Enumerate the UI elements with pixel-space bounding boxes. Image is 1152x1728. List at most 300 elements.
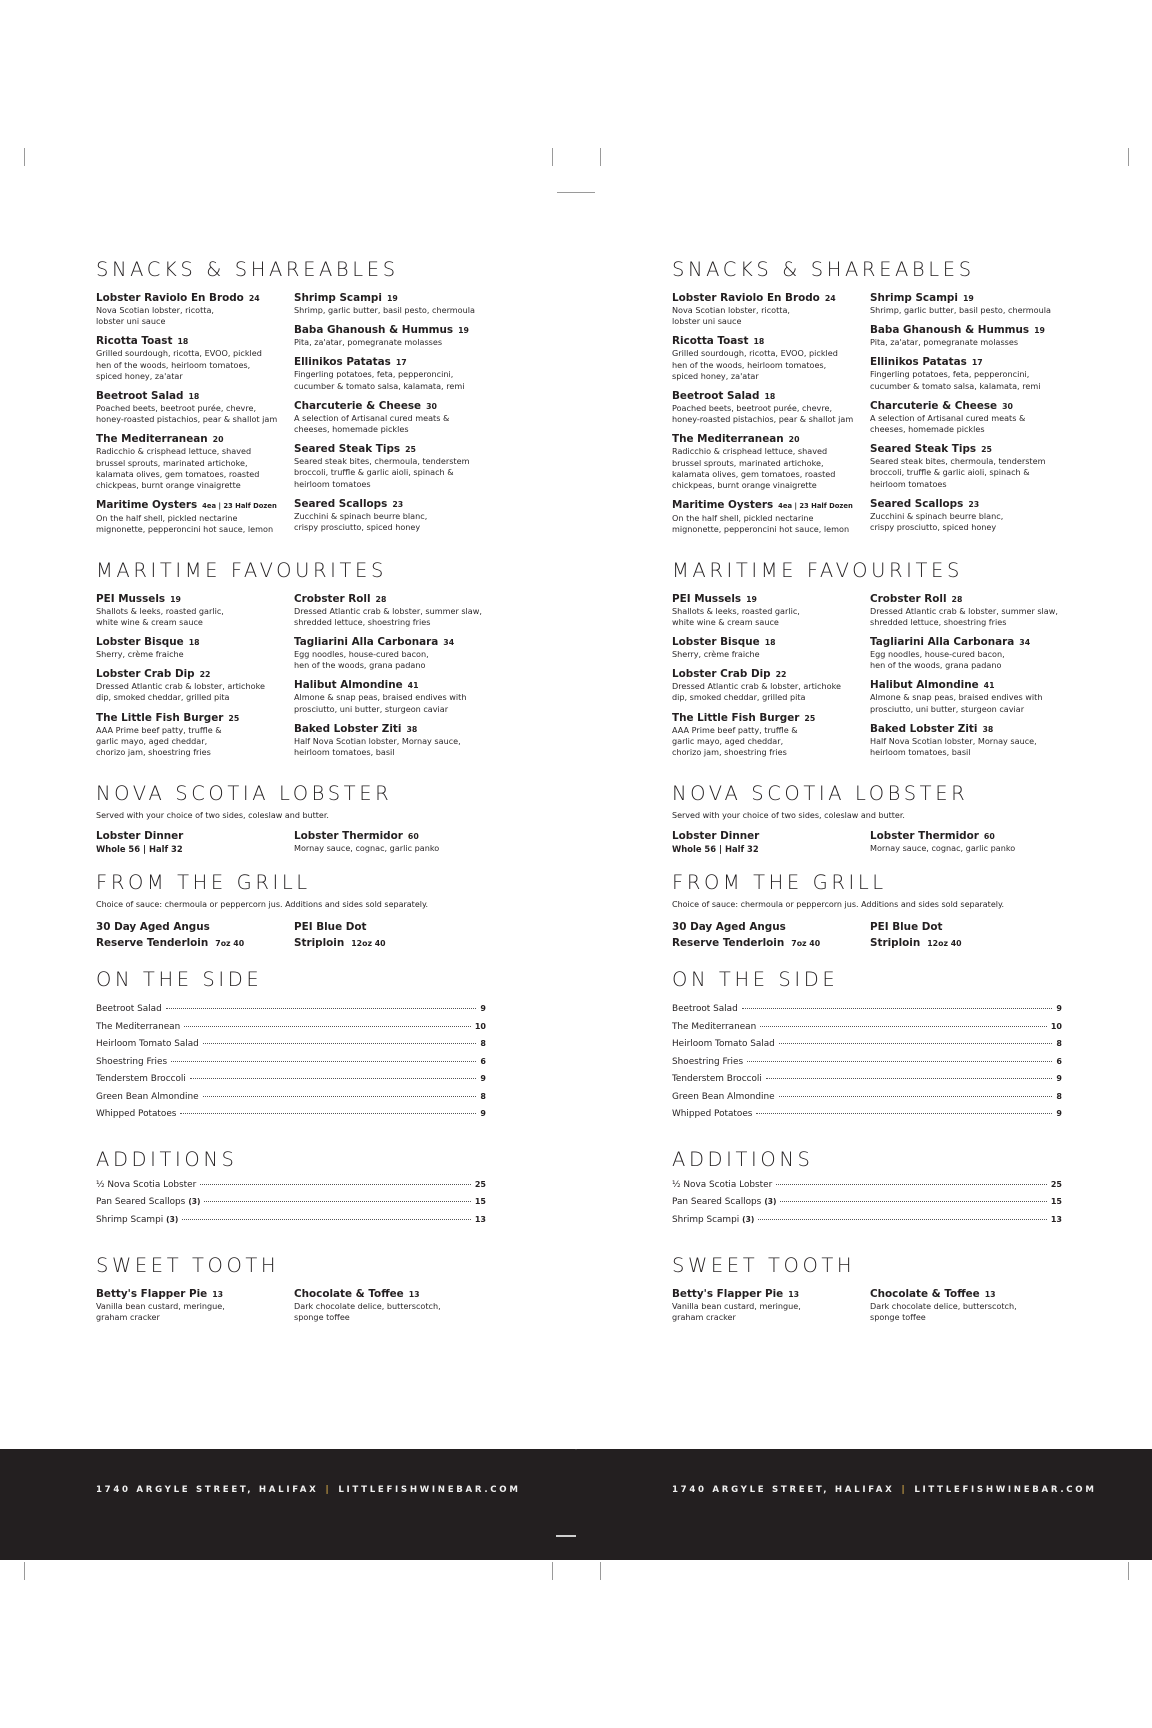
item-desc-line: hen of the woods, heirloom tomatoes, — [96, 359, 251, 370]
item-desc-line: heirloom tomatoes — [294, 478, 371, 489]
leader-row — [96, 1197, 486, 1215]
item-name — [870, 1288, 1062, 1301]
item-price: 24 — [248, 294, 260, 303]
leader-dots — [204, 1201, 470, 1202]
item-name — [870, 356, 1062, 369]
item-desc-line: brussel sprouts, marinated artichoke, — [672, 457, 824, 468]
item-name-text: Baked Lobster Ziti — [870, 722, 978, 735]
leader-name-text: Shrimp Scampi — [96, 1214, 164, 1225]
item-name-text: Ricotta Toast — [672, 335, 749, 348]
item-price: 23 — [392, 499, 404, 509]
menu-item — [294, 679, 486, 714]
leader-name — [96, 1092, 199, 1102]
item-desc-line: On the half shell, pickled nectarine — [672, 513, 814, 524]
item-price: 20 — [788, 435, 800, 445]
item-name — [294, 443, 486, 456]
item-price: 34 — [443, 638, 455, 648]
item-desc-line: Vanilla bean custard, meringue, — [96, 1301, 225, 1312]
menu-item — [96, 292, 294, 327]
menu-column-right — [870, 593, 1062, 767]
menu-item — [870, 443, 1062, 490]
item-desc-line: chickpeas, burnt orange vinaigrette — [672, 480, 817, 491]
item-name: PEI Blue Dot — [870, 921, 943, 934]
item-price: 19 — [170, 594, 181, 604]
item-name-text: Chocolate & Toffee — [870, 1288, 980, 1301]
leader-name-text: Beetroot Salad — [672, 1004, 738, 1015]
item-desc-line: chorizo jam, shoestring fries — [96, 747, 211, 758]
item-price: 25 — [981, 445, 992, 455]
item-desc-line: Poached beets, beetroot purée, chevre, — [96, 403, 257, 414]
menu-column-right — [870, 1288, 1062, 1331]
item-name — [96, 668, 294, 681]
item-desc-line: Almone & snap peas, braised endives with — [294, 692, 467, 703]
leader-price: 25 — [1050, 1179, 1062, 1189]
item-price: 13 — [212, 1290, 224, 1300]
item-price: 19 — [458, 326, 469, 336]
item-name: 30 Day Aged Angus — [672, 921, 786, 934]
item-name-text: Beetroot Salad — [672, 390, 760, 403]
leader-list — [96, 1004, 486, 1127]
item-desc-line: Seared steak bites, chermoula, tenderstem — [294, 456, 470, 467]
item-desc-line: shredded lettuce, shoestring fries — [870, 616, 1007, 627]
item-desc-line: honey-roasted pistachios, pear & shallot jam — [96, 414, 278, 425]
item-desc-line: honey-roasted pistachios, pear & shallot jam — [672, 414, 854, 425]
menu-item — [672, 390, 870, 425]
leader-row — [96, 1092, 486, 1110]
footer-website[interactable]: LITTLEFISHWINEBAR.COM — [914, 1485, 1097, 1495]
leader-name-text: Heirloom Tomato Salad — [96, 1039, 199, 1050]
item-desc-line: Pita, za'atar, pomegranate molasses — [870, 337, 1019, 348]
item-name — [672, 636, 870, 649]
menu-grid — [96, 292, 486, 544]
menu-item — [96, 499, 294, 535]
leader-name-text: Shoestring Fries — [96, 1056, 168, 1067]
leader-qty: (3) — [166, 1214, 179, 1224]
item-desc-line: sponge toffee — [870, 1312, 926, 1323]
menu-column-right — [294, 830, 486, 855]
leader-dots — [776, 1184, 1047, 1185]
item-desc-line: AAA Prime beef patty, truffle & — [672, 724, 798, 735]
leader-qty: (3) — [764, 1197, 777, 1207]
item-price: 12oz 40 — [927, 939, 962, 949]
leader-name — [96, 1022, 180, 1032]
leader-dots — [190, 1078, 477, 1079]
leader-row — [672, 1197, 1062, 1215]
leader-price: 8 — [1056, 1039, 1062, 1049]
menu-item — [294, 498, 486, 533]
leader-row — [96, 1215, 486, 1233]
leader-row — [672, 1215, 1062, 1233]
menu-item — [294, 324, 486, 348]
item-name-text: Baba Ghanoush & Hummus — [294, 324, 454, 337]
item-desc-line: kalamata olives, gem tomatoes, roasted — [96, 468, 260, 479]
leader-name — [672, 1004, 738, 1014]
footer-text — [96, 1485, 521, 1495]
leader-dots — [203, 1043, 477, 1044]
item-name — [672, 335, 870, 348]
item-name — [672, 390, 870, 403]
item-price: 60 — [983, 832, 995, 842]
menu-item — [870, 593, 1062, 628]
menu-grid — [672, 1288, 1062, 1331]
item-desc-line: Pita, za'atar, pomegranate molasses — [294, 337, 443, 348]
menu-column-left — [672, 1288, 870, 1331]
item-name — [870, 292, 1062, 305]
menu-item — [870, 292, 1062, 316]
item-name-text: Seared Steak Tips — [870, 443, 977, 456]
item-price: 7oz 40 — [215, 939, 245, 949]
item-name — [294, 723, 486, 736]
leader-name — [672, 1197, 776, 1207]
item-name-text: Striploin — [294, 937, 345, 950]
section-lobster — [672, 782, 1062, 855]
item-name — [96, 292, 294, 305]
item-desc-line: On the half shell, pickled nectarine — [96, 513, 238, 524]
item-desc-line: broccoli, truffle & garlic aioli, spinach & — [294, 467, 454, 478]
item-name-text: Baba Ghanoush & Hummus — [870, 324, 1030, 337]
item-desc-line: white wine & cream sauce — [672, 616, 779, 627]
item-desc-line: lobster uni sauce — [672, 316, 742, 327]
item-price: 22 — [199, 670, 211, 680]
leader-row — [96, 1180, 486, 1198]
item-desc-line: crispy prosciutto, spiced honey — [870, 522, 997, 533]
section-title: MARITIME FAVOURITES — [96, 558, 387, 582]
item-desc-line: Dark chocolate delice, butterscotch, — [294, 1301, 441, 1312]
item-price: 13 — [788, 1290, 800, 1300]
item-price: 38 — [982, 724, 994, 734]
menu-item — [870, 400, 1062, 435]
section-note: Served with your choice of two sides, coleslaw and butter. — [672, 811, 905, 821]
item-desc-line: hen of the woods, heirloom tomatoes, — [672, 359, 827, 370]
item-desc: Mornay sauce, cognac, garlic panko — [870, 843, 1016, 854]
item-name-text: Betty's Flapper Pie — [672, 1288, 784, 1301]
item-name-text: Halibut Almondine — [294, 679, 403, 692]
leader-list — [672, 1180, 1062, 1233]
item-price: 30 — [426, 401, 437, 411]
item-name-text: Maritime Oysters — [96, 499, 198, 512]
item-desc-line: Fingerling potatoes, feta, pepperoncini, — [294, 369, 454, 380]
leader-price: 10 — [474, 1021, 486, 1031]
item-desc-line: Shrimp, garlic butter, basil pesto, chermoula — [294, 305, 475, 315]
menu-item — [870, 498, 1062, 533]
item-desc-line: Half Nova Scotian lobster, Mornay sauce, — [870, 735, 1037, 746]
item-desc-line: kalamata olives, gem tomatoes, roasted — [672, 468, 836, 479]
section-note: Served with your choice of two sides, coleslaw and butter. — [96, 811, 329, 821]
section-maritime — [672, 559, 1062, 767]
item-desc-line: Radicchio & crisphead lettuce, shaved — [672, 446, 828, 457]
menu-column-right — [294, 593, 486, 767]
item-name — [294, 636, 486, 649]
menu-grid — [672, 830, 1062, 855]
item-name — [672, 433, 870, 446]
item-name-text: The Mediterranean — [96, 433, 208, 446]
footer-website[interactable]: LITTLEFISHWINEBAR.COM — [338, 1485, 521, 1495]
item-name — [96, 636, 294, 649]
item-price: 24 — [824, 294, 836, 303]
leader-name-text: ½ Nova Scotia Lobster — [672, 1179, 773, 1190]
leader-dots — [779, 1096, 1053, 1097]
item-desc-line: Vanilla bean custard, meringue, — [672, 1301, 801, 1312]
item-name — [672, 292, 870, 305]
leader-dots — [780, 1201, 1046, 1202]
menu-item — [96, 1288, 294, 1323]
item-desc-line: Egg noodles, house-cured bacon, — [870, 649, 1005, 660]
item-name-text: Lobster Thermidor — [870, 830, 979, 843]
item-name-text: Ellinikos Patatas — [294, 356, 391, 369]
footer-text — [672, 1485, 1097, 1495]
item-name — [294, 593, 486, 606]
item-name-text: Beetroot Salad — [96, 390, 184, 403]
section-note: Choice of sauce: chermoula or peppercorn jus. Additions and sides sold separately. — [96, 900, 429, 910]
section-note: Choice of sauce: chermoula or peppercorn jus. Additions and sides sold separately. — [672, 900, 1005, 910]
item-name — [870, 443, 1062, 456]
item-name — [96, 335, 294, 348]
leader-name — [672, 1022, 756, 1032]
leader-price: 9 — [480, 1004, 486, 1014]
leader-name — [96, 1057, 167, 1067]
leader-row — [672, 1057, 1062, 1075]
menu-item — [870, 636, 1062, 671]
item-name — [672, 593, 870, 606]
item-name — [672, 499, 870, 513]
menu-item — [672, 335, 870, 382]
item-price: 30 — [1002, 401, 1013, 411]
section-maritime — [96, 559, 486, 767]
menu-item — [672, 712, 870, 759]
item-desc: Mornay sauce, cognac, garlic panko — [294, 843, 440, 854]
leader-name — [96, 1039, 199, 1049]
footer-separator: | — [901, 1485, 908, 1495]
footer-address: 1740 ARGYLE STREET, HALIFAX — [96, 1485, 319, 1495]
item-name — [870, 593, 1062, 606]
item-name-text: Betty's Flapper Pie — [96, 1288, 208, 1301]
leader-list — [96, 1180, 486, 1233]
item-desc-line: prosciutto, uni butter, sturgeon caviar — [294, 703, 449, 714]
leader-price: 25 — [474, 1179, 486, 1189]
item-price: 19 — [746, 594, 757, 604]
item-price: 28 — [375, 594, 387, 604]
item-name-text: Seared Steak Tips — [294, 443, 401, 456]
leader-name — [672, 1039, 775, 1049]
item-name-text: Reserve Tenderloin — [96, 937, 209, 950]
section-side — [96, 968, 486, 1127]
item-desc-line: Shrimp, garlic butter, basil pesto, chermoula — [870, 305, 1051, 315]
item-desc-line: Nova Scotian lobster, ricotta, — [672, 305, 790, 315]
menu-column-left — [672, 919, 870, 952]
item-desc-line: Grilled sourdough, ricotta, EVOO, pickled — [672, 348, 838, 359]
leader-name — [672, 1215, 754, 1225]
menu-content — [96, 258, 486, 1332]
item-desc-line: garlic mayo, aged cheddar, — [96, 735, 208, 746]
menu-column-left — [96, 830, 294, 855]
section-title: NOVA SCOTIA LOBSTER — [672, 782, 969, 806]
leader-name — [96, 1197, 200, 1207]
leader-dots — [742, 1008, 1053, 1009]
item-desc-line: Dressed Atlantic crab & lobster, artichoke — [672, 681, 841, 692]
item-desc-line: Radicchio & crisphead lettuce, shaved — [96, 446, 252, 457]
item-name — [672, 668, 870, 681]
menu-grid — [96, 830, 486, 855]
item-desc-line: hen of the woods, grana padano — [294, 660, 426, 671]
item-name-text: Crobster Roll — [294, 592, 371, 605]
leader-row — [96, 1057, 486, 1075]
item-name-text: Lobster Crab Dip — [672, 668, 771, 681]
item-name — [96, 433, 294, 446]
item-price: 18 — [177, 337, 189, 347]
item-desc-line: brussel sprouts, marinated artichoke, — [96, 457, 248, 468]
leader-name-text: Green Bean Almondine — [672, 1091, 775, 1102]
menu-item — [294, 593, 486, 628]
item-name-text: Ellinikos Patatas — [870, 356, 967, 369]
item-name — [96, 499, 294, 513]
item-desc-line: Sherry, crème fraiche — [672, 649, 760, 660]
leader-name-text: The Mediterranean — [96, 1021, 181, 1032]
leader-dots — [758, 1219, 1047, 1220]
section-grill — [672, 871, 1062, 952]
item-price: 19 — [1034, 326, 1045, 336]
leader-row — [672, 1004, 1062, 1022]
item-price: 25 — [405, 445, 416, 455]
leader-row — [96, 1039, 486, 1057]
leader-dots — [203, 1096, 477, 1097]
leader-name — [96, 1215, 178, 1225]
item-price: 7oz 40 — [791, 939, 821, 949]
item-name-text: Charcuterie & Cheese — [870, 399, 998, 412]
menu-item — [672, 668, 870, 703]
item-desc-line: spiced honey, za'atar — [96, 370, 183, 381]
menu-item — [870, 1288, 1062, 1323]
item-price: 41 — [983, 681, 995, 691]
leader-price: 6 — [480, 1056, 486, 1066]
item-name-text: Tagliarini Alla Carbonara — [870, 636, 1015, 649]
leader-name-text: Shrimp Scampi — [672, 1214, 740, 1225]
leader-price: 9 — [480, 1109, 486, 1119]
item-desc-line: heirloom tomatoes — [870, 478, 947, 489]
leader-row — [672, 1109, 1062, 1127]
item-desc-line: graham cracker — [672, 1312, 736, 1323]
leader-dots — [747, 1061, 1052, 1062]
item-name-text: Tagliarini Alla Carbonara — [294, 636, 439, 649]
menu-column-right — [870, 830, 1062, 855]
item-price: 18 — [764, 392, 776, 402]
item-name-text: Striploin — [870, 937, 921, 950]
item-name-text: Ricotta Toast — [96, 335, 173, 348]
item-desc-line: mignonette, pepperoncini hot sauce, lemon — [96, 524, 274, 535]
item-price: 34 — [1019, 638, 1031, 648]
footer-address: 1740 ARGYLE STREET, HALIFAX — [672, 1485, 895, 1495]
item-desc-line: cucumber & tomato salsa, kalamata, remi — [294, 380, 465, 391]
menu-item — [294, 1288, 486, 1323]
leader-name-text: Pan Seared Scallops — [672, 1197, 762, 1208]
item-name — [870, 636, 1062, 649]
leader-row — [96, 1109, 486, 1127]
item-desc-line: graham cracker — [96, 1312, 160, 1323]
menu-item — [870, 356, 1062, 391]
menu-item — [672, 433, 870, 491]
item-price: 25 — [228, 713, 240, 723]
menu-content — [672, 258, 1062, 1332]
menu-item — [672, 499, 870, 535]
item-name — [294, 324, 486, 337]
item-price: 25 — [804, 713, 816, 723]
leader-row — [96, 1074, 486, 1092]
item-price: 22 — [775, 670, 787, 680]
section-title: MARITIME FAVOURITES — [672, 558, 963, 582]
item-name-text: Shrimp Scampi — [870, 292, 958, 304]
menu-item — [294, 723, 486, 758]
item-name — [870, 324, 1062, 337]
leader-list — [672, 1004, 1062, 1127]
leader-price: 9 — [1056, 1074, 1062, 1084]
item-name — [294, 292, 486, 305]
item-name-text: Lobster Bisque — [672, 636, 760, 649]
leader-name — [672, 1092, 775, 1102]
item-name — [294, 935, 486, 952]
item-desc-line: Dressed Atlantic crab & lobster, artichoke — [96, 681, 265, 692]
leader-price: 9 — [480, 1074, 486, 1084]
item-sizes: Whole 56 | Half 32 — [672, 844, 759, 855]
item-name — [870, 400, 1062, 413]
item-desc-line: Shallots & leeks, roasted garlic, — [672, 605, 800, 616]
item-name — [96, 593, 294, 606]
item-price: 28 — [951, 594, 963, 604]
item-price: 19 — [962, 294, 974, 303]
menu-item — [870, 324, 1062, 348]
item-name — [294, 830, 486, 843]
leader-row — [672, 1092, 1062, 1110]
leader-price: 9 — [1056, 1004, 1062, 1014]
item-price: 13 — [408, 1290, 420, 1300]
section-title: FROM THE GRILL — [96, 871, 311, 895]
menu-item — [294, 443, 486, 490]
footer-separator: | — [325, 1485, 332, 1495]
menu-grid — [672, 919, 1062, 952]
item-name-text: Lobster Bisque — [96, 636, 184, 649]
item-desc-line: garlic mayo, aged cheddar, — [672, 735, 784, 746]
menu-item — [96, 668, 294, 703]
menu-item — [96, 712, 294, 759]
menu-item — [672, 292, 870, 327]
item-desc-line: crispy prosciutto, spiced honey — [294, 522, 421, 533]
menu-item — [96, 335, 294, 382]
item-price: 20 — [212, 435, 224, 445]
menu-panel-right — [576, 0, 1152, 1728]
section-title: SNACKS & SHAREABLES — [96, 258, 399, 281]
item-desc-line: shredded lettuce, shoestring fries — [294, 616, 431, 627]
item-price: 13 — [984, 1290, 996, 1300]
section-additions — [672, 1148, 1062, 1233]
leader-dots — [184, 1026, 471, 1027]
item-desc-line: Shallots & leeks, roasted garlic, — [96, 605, 224, 616]
section-title: ON THE SIDE — [672, 968, 839, 992]
item-price: 12oz 40 — [351, 939, 386, 949]
leader-name-text: Heirloom Tomato Salad — [672, 1039, 775, 1050]
menu-column-left — [672, 593, 870, 767]
menu-column-right — [294, 292, 486, 544]
menu-grid — [96, 593, 486, 767]
menu-column-left — [96, 292, 294, 544]
menu-item — [96, 636, 294, 660]
item-name-text: Halibut Almondine — [870, 679, 979, 692]
item-name-text: The Little Fish Burger — [672, 711, 800, 724]
leader-qty: (3) — [188, 1197, 201, 1207]
item-name — [870, 830, 1062, 843]
menu-column-right — [870, 292, 1062, 544]
menu-item — [672, 593, 870, 628]
menu-item — [870, 679, 1062, 714]
item-name-text: Shrimp Scampi — [294, 292, 382, 304]
item-name-text: Lobster Raviolo En Brodo — [96, 292, 244, 304]
